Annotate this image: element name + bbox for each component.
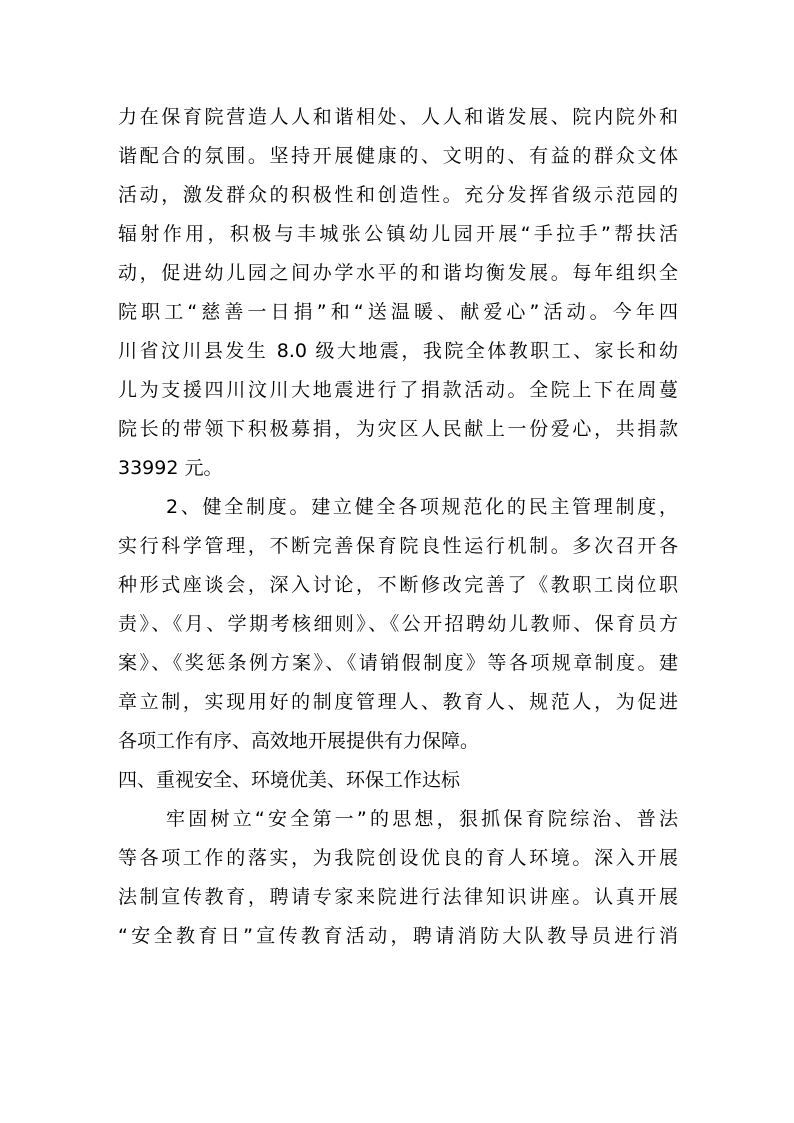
text-line: 活动，激发群众的积极性和创造性。充分发挥省级示范园的 xyxy=(118,184,678,206)
text-line: 院长的带领下积极募捐，为灾区人民献上一份爱心，共捐款 xyxy=(118,418,678,440)
text-line: 种形式座谈会，深入讨论，不断修改完善了《教职工岗位职 xyxy=(118,574,678,596)
text-line: “安全教育日”宣传教育活动，聘请消防大队教导员进行消 xyxy=(118,925,678,947)
paragraph-safety xyxy=(118,800,678,956)
text-line: 谐配合的氛围。坚持开展健康的、文明的、有益的群众文体 xyxy=(118,145,678,167)
text-line: 章立制，实现用好的制度管理人、教育人、规范人，为促进 xyxy=(118,691,678,713)
text-line: 牢固树立“安全第一”的思想，狠抓保育院综治、普法 xyxy=(166,808,678,830)
text-line: 2、健全制度。建立健全各项规范化的民主管理制度， xyxy=(166,496,678,518)
text-line: 川省汶川县发生 8.0 级大地震，我院全体教职工、家长和幼 xyxy=(118,340,678,362)
paragraph-community-activities xyxy=(118,98,678,488)
text-line: 各项工作有序、高效地开展提供有力保障。 xyxy=(118,730,480,752)
text-line: 案》、《奖惩条例方案》、《请销假制度》等各项规章制度。建 xyxy=(118,652,678,674)
paragraph-system-rules xyxy=(118,488,678,761)
document-page xyxy=(118,98,678,956)
text-line: 动，促进幼儿园之间办学水平的和谐均衡发展。每年组织全 xyxy=(118,262,678,284)
text-line: 儿为支援四川汶川大地震进行了捐款活动。全院上下在周蔓 xyxy=(118,379,678,401)
text-line: 辐射作用，积极与丰城张公镇幼儿园开展“手拉手”帮扶活 xyxy=(118,223,678,245)
text-line: 法制宣传教育，聘请专家来院进行法律知识讲座。认真开展 xyxy=(118,886,678,908)
text-line: 实行科学管理，不断完善保育院良性运行机制。多次召开各 xyxy=(118,535,678,557)
text-line: 院职工“慈善一日捐”和“送温暖、献爱心”活动。今年四 xyxy=(118,301,678,323)
text-line: 等各项工作的落实，为我院创设优良的育人环境。深入开展 xyxy=(118,847,678,869)
text-line: 责》、《月、学期考核细则》、《公开招聘幼儿教师、保育员方 xyxy=(118,613,678,635)
text-line: 33992 元。 xyxy=(118,457,223,479)
text-line: 力在保育院营造人人和谐相处、人人和谐发展、院内院外和 xyxy=(118,106,678,128)
section-heading: 四、重视安全、环境优美、环保工作达标 xyxy=(118,769,461,791)
